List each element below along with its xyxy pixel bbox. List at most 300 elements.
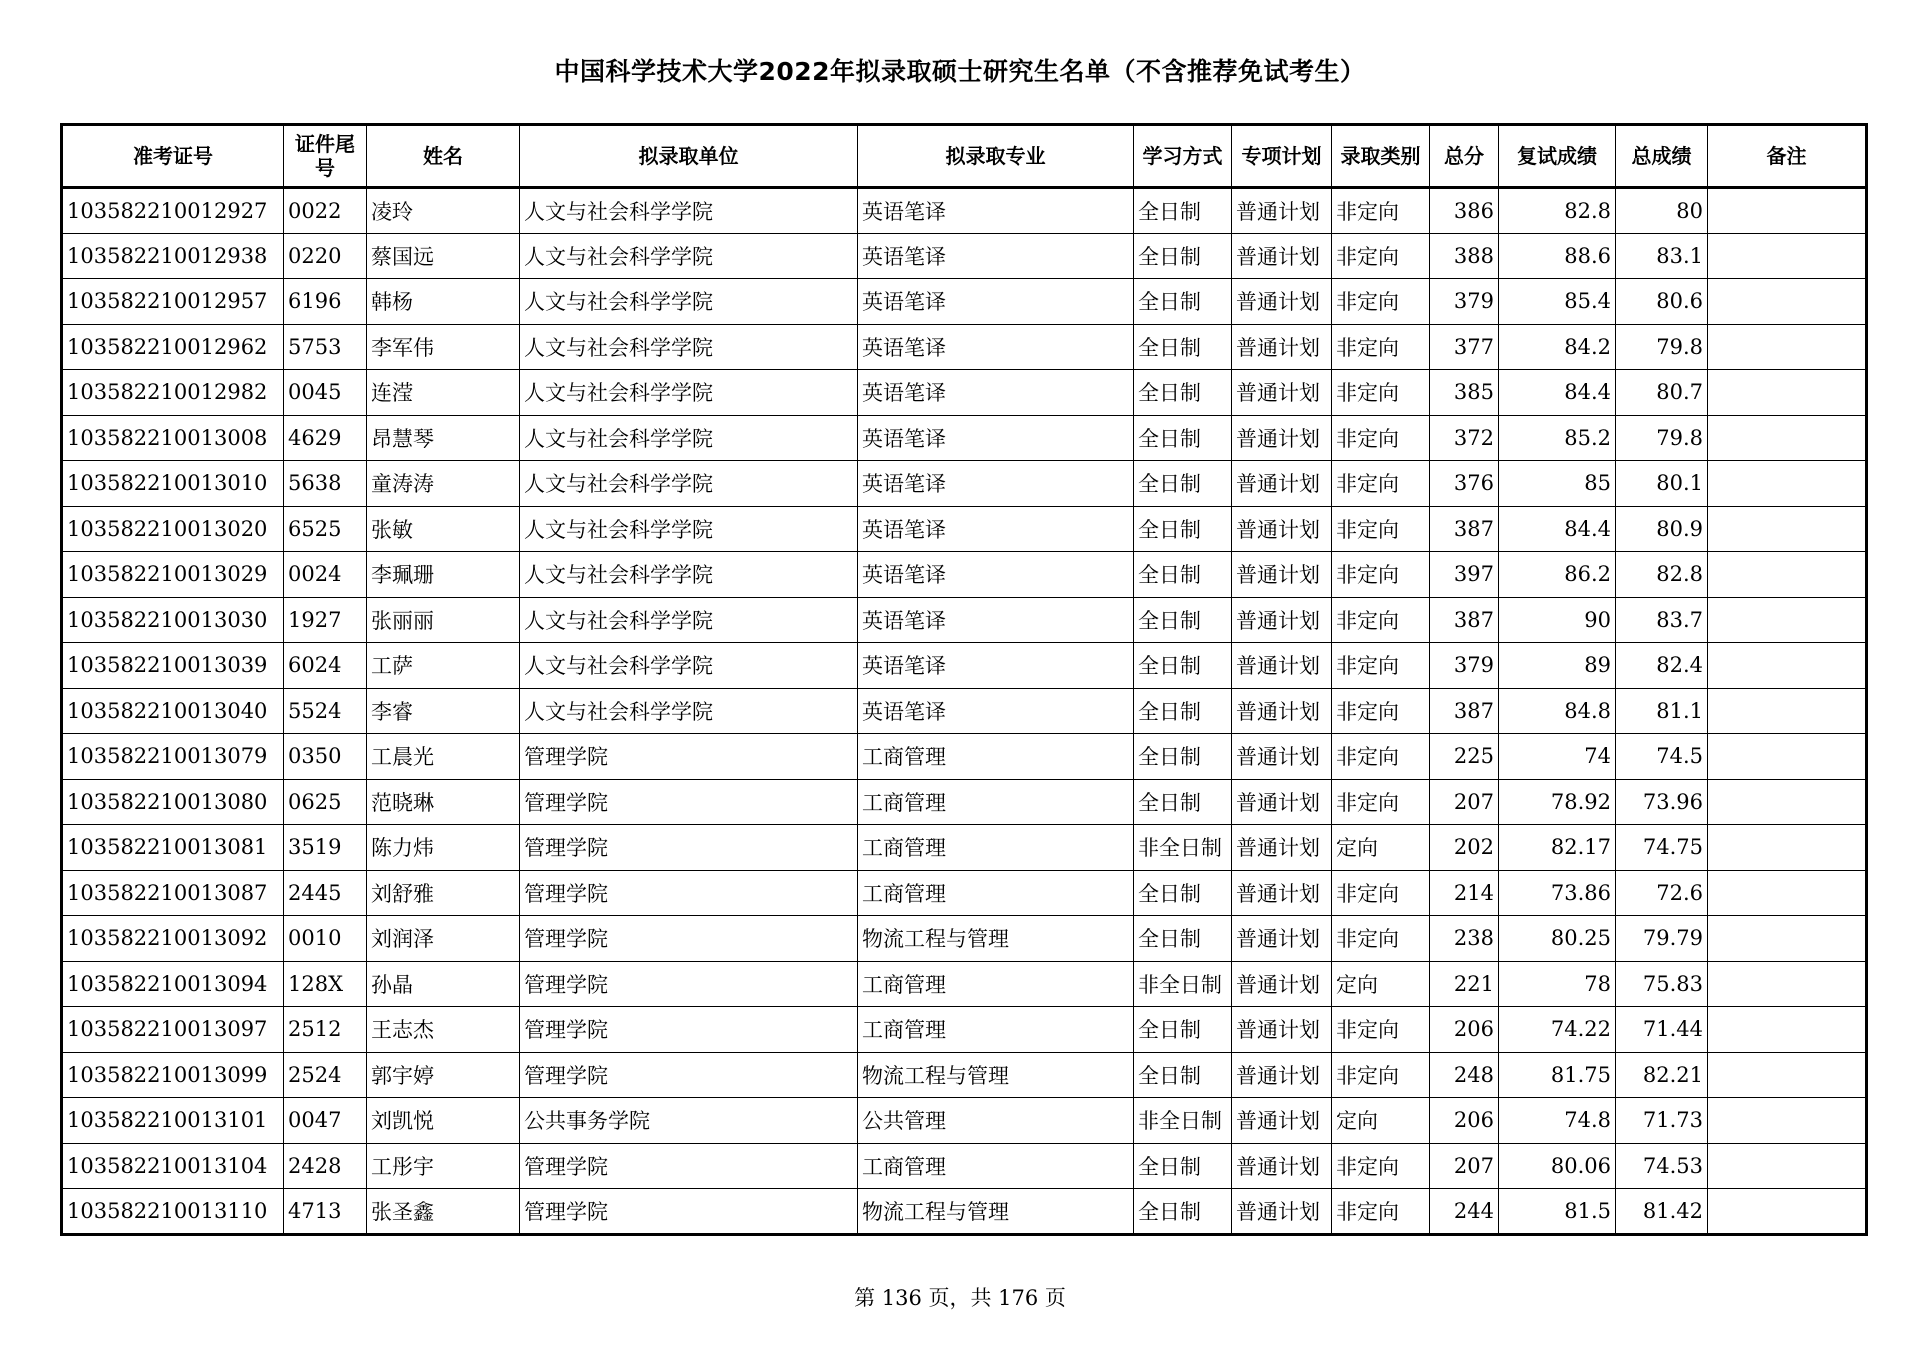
remarks-cell bbox=[1708, 1007, 1867, 1053]
unit-cell: 管理学院 bbox=[520, 916, 858, 962]
admission-type-cell: 非定向 bbox=[1332, 1052, 1430, 1098]
remarks-cell bbox=[1708, 1098, 1867, 1144]
unit-cell: 公共事务学院 bbox=[520, 1098, 858, 1144]
retest-score-cell: 88.6 bbox=[1499, 233, 1616, 279]
admission-type-cell: 非定向 bbox=[1332, 1189, 1430, 1235]
id-suffix-cell: 2445 bbox=[284, 870, 367, 916]
id-suffix-cell: 0010 bbox=[284, 916, 367, 962]
admission-type-cell: 非定向 bbox=[1332, 415, 1430, 461]
admission-type-cell: 非定向 bbox=[1332, 1007, 1430, 1053]
exam-id-cell: 103582210012962 bbox=[62, 324, 284, 370]
name-cell: 李珮珊 bbox=[367, 552, 520, 598]
final-score-cell: 80 bbox=[1616, 188, 1708, 234]
special-plan-cell: 普通计划 bbox=[1232, 552, 1332, 598]
table-row bbox=[62, 1189, 1867, 1235]
special-plan-cell: 普通计划 bbox=[1232, 324, 1332, 370]
final-score-cell: 75.83 bbox=[1616, 961, 1708, 1007]
exam-id-cell: 103582210013039 bbox=[62, 643, 284, 689]
admission-type-cell: 非定向 bbox=[1332, 643, 1430, 689]
admission-table bbox=[60, 123, 1868, 1236]
final-score-cell: 82.21 bbox=[1616, 1052, 1708, 1098]
major-cell: 英语笔译 bbox=[858, 370, 1134, 416]
retest-score-cell: 85.4 bbox=[1499, 279, 1616, 325]
remarks-cell bbox=[1708, 597, 1867, 643]
unit-cell: 管理学院 bbox=[520, 1143, 858, 1189]
id-suffix-cell: 2512 bbox=[284, 1007, 367, 1053]
remarks-cell bbox=[1708, 961, 1867, 1007]
total-score-cell: 387 bbox=[1430, 506, 1499, 552]
name-cell: 蔡国远 bbox=[367, 233, 520, 279]
header-exam-id: 准考证号 bbox=[62, 125, 284, 188]
remarks-cell bbox=[1708, 370, 1867, 416]
id-suffix-cell: 6024 bbox=[284, 643, 367, 689]
total-score-cell: 248 bbox=[1430, 1052, 1499, 1098]
page-footer: 第 136 页，共 176 页 bbox=[854, 1286, 1066, 1310]
study-mode-cell: 全日制 bbox=[1134, 916, 1232, 962]
remarks-cell bbox=[1708, 233, 1867, 279]
special-plan-cell: 普通计划 bbox=[1232, 916, 1332, 962]
id-suffix-cell: 6196 bbox=[284, 279, 367, 325]
table-row bbox=[62, 279, 1867, 325]
name-cell: 刘舒雅 bbox=[367, 870, 520, 916]
total-score-cell: 377 bbox=[1430, 324, 1499, 370]
id-suffix-cell: 0024 bbox=[284, 552, 367, 598]
major-cell: 物流工程与管理 bbox=[858, 1052, 1134, 1098]
study-mode-cell: 全日制 bbox=[1134, 597, 1232, 643]
final-score-cell: 83.7 bbox=[1616, 597, 1708, 643]
id-suffix-cell: 2428 bbox=[284, 1143, 367, 1189]
final-score-cell: 83.1 bbox=[1616, 233, 1708, 279]
major-cell: 工商管理 bbox=[858, 1143, 1134, 1189]
id-suffix-cell: 6525 bbox=[284, 506, 367, 552]
admission-type-cell: 非定向 bbox=[1332, 1143, 1430, 1189]
id-suffix-cell: 5524 bbox=[284, 688, 367, 734]
study-mode-cell: 全日制 bbox=[1134, 870, 1232, 916]
id-suffix-cell: 2524 bbox=[284, 1052, 367, 1098]
final-score-cell: 74.5 bbox=[1616, 734, 1708, 780]
unit-cell: 管理学院 bbox=[520, 1007, 858, 1053]
major-cell: 物流工程与管理 bbox=[858, 1189, 1134, 1235]
exam-id-cell: 103582210013092 bbox=[62, 916, 284, 962]
remarks-cell bbox=[1708, 688, 1867, 734]
exam-id-cell: 103582210012957 bbox=[62, 279, 284, 325]
admission-type-cell: 定向 bbox=[1332, 825, 1430, 871]
table-row bbox=[62, 370, 1867, 416]
unit-cell: 管理学院 bbox=[520, 1189, 858, 1235]
study-mode-cell: 全日制 bbox=[1134, 1052, 1232, 1098]
final-score-cell: 81.1 bbox=[1616, 688, 1708, 734]
special-plan-cell: 普通计划 bbox=[1232, 233, 1332, 279]
retest-score-cell: 84.2 bbox=[1499, 324, 1616, 370]
table-row bbox=[62, 188, 1867, 234]
header-remarks: 备注 bbox=[1708, 125, 1867, 188]
remarks-cell bbox=[1708, 415, 1867, 461]
unit-cell: 人文与社会科学学院 bbox=[520, 279, 858, 325]
unit-cell: 人文与社会科学学院 bbox=[520, 461, 858, 507]
total-score-cell: 221 bbox=[1430, 961, 1499, 1007]
final-score-cell: 80.6 bbox=[1616, 279, 1708, 325]
table-row bbox=[62, 688, 1867, 734]
table-row bbox=[62, 1052, 1867, 1098]
table-row bbox=[62, 461, 1867, 507]
total-score-cell: 206 bbox=[1430, 1098, 1499, 1144]
major-cell: 工商管理 bbox=[858, 734, 1134, 780]
total-score-cell: 202 bbox=[1430, 825, 1499, 871]
name-cell: 凌玲 bbox=[367, 188, 520, 234]
retest-score-cell: 81.5 bbox=[1499, 1189, 1616, 1235]
total-score-cell: 207 bbox=[1430, 1143, 1499, 1189]
major-cell: 英语笔译 bbox=[858, 597, 1134, 643]
retest-score-cell: 85.2 bbox=[1499, 415, 1616, 461]
remarks-cell bbox=[1708, 1143, 1867, 1189]
remarks-cell bbox=[1708, 825, 1867, 871]
study-mode-cell: 全日制 bbox=[1134, 1143, 1232, 1189]
final-score-cell: 74.53 bbox=[1616, 1143, 1708, 1189]
admission-type-cell: 非定向 bbox=[1332, 324, 1430, 370]
exam-id-cell: 103582210013081 bbox=[62, 825, 284, 871]
final-score-cell: 79.79 bbox=[1616, 916, 1708, 962]
remarks-cell bbox=[1708, 643, 1867, 689]
special-plan-cell: 普通计划 bbox=[1232, 506, 1332, 552]
header-admission-type: 录取类别 bbox=[1332, 125, 1430, 188]
table-row bbox=[62, 1007, 1867, 1053]
major-cell: 物流工程与管理 bbox=[858, 916, 1134, 962]
exam-id-cell: 103582210013030 bbox=[62, 597, 284, 643]
major-cell: 公共管理 bbox=[858, 1098, 1134, 1144]
study-mode-cell: 全日制 bbox=[1134, 506, 1232, 552]
major-cell: 英语笔译 bbox=[858, 552, 1134, 598]
major-cell: 英语笔译 bbox=[858, 461, 1134, 507]
retest-score-cell: 86.2 bbox=[1499, 552, 1616, 598]
exam-id-cell: 103582210013104 bbox=[62, 1143, 284, 1189]
study-mode-cell: 全日制 bbox=[1134, 324, 1232, 370]
id-suffix-cell: 4629 bbox=[284, 415, 367, 461]
total-score-cell: 372 bbox=[1430, 415, 1499, 461]
exam-id-cell: 103582210013080 bbox=[62, 779, 284, 825]
total-score-cell: 388 bbox=[1430, 233, 1499, 279]
unit-cell: 人文与社会科学学院 bbox=[520, 188, 858, 234]
special-plan-cell: 普通计划 bbox=[1232, 961, 1332, 1007]
admission-type-cell: 非定向 bbox=[1332, 779, 1430, 825]
unit-cell: 人文与社会科学学院 bbox=[520, 370, 858, 416]
table-row bbox=[62, 734, 1867, 780]
special-plan-cell: 普通计划 bbox=[1232, 415, 1332, 461]
header-special-plan: 专项计划 bbox=[1232, 125, 1332, 188]
retest-score-cell: 89 bbox=[1499, 643, 1616, 689]
unit-cell: 人文与社会科学学院 bbox=[520, 643, 858, 689]
special-plan-cell: 普通计划 bbox=[1232, 370, 1332, 416]
retest-score-cell: 90 bbox=[1499, 597, 1616, 643]
unit-cell: 管理学院 bbox=[520, 961, 858, 1007]
major-cell: 工商管理 bbox=[858, 961, 1134, 1007]
admission-type-cell: 非定向 bbox=[1332, 870, 1430, 916]
retest-score-cell: 82.8 bbox=[1499, 188, 1616, 234]
header-major: 拟录取专业 bbox=[858, 125, 1134, 188]
name-cell: 工彤宇 bbox=[367, 1143, 520, 1189]
total-score-cell: 376 bbox=[1430, 461, 1499, 507]
special-plan-cell: 普通计划 bbox=[1232, 461, 1332, 507]
major-cell: 英语笔译 bbox=[858, 233, 1134, 279]
id-suffix-cell: 0045 bbox=[284, 370, 367, 416]
exam-id-cell: 103582210013020 bbox=[62, 506, 284, 552]
name-cell: 刘润泽 bbox=[367, 916, 520, 962]
unit-cell: 管理学院 bbox=[520, 825, 858, 871]
table-row bbox=[62, 324, 1867, 370]
unit-cell: 人文与社会科学学院 bbox=[520, 324, 858, 370]
table-header bbox=[62, 125, 1867, 188]
id-suffix-cell: 5638 bbox=[284, 461, 367, 507]
exam-id-cell: 103582210013040 bbox=[62, 688, 284, 734]
exam-id-cell: 103582210013097 bbox=[62, 1007, 284, 1053]
unit-cell: 人文与社会科学学院 bbox=[520, 415, 858, 461]
final-score-cell: 72.6 bbox=[1616, 870, 1708, 916]
total-score-cell: 379 bbox=[1430, 643, 1499, 689]
exam-id-cell: 103582210013079 bbox=[62, 734, 284, 780]
admission-type-cell: 非定向 bbox=[1332, 916, 1430, 962]
major-cell: 英语笔译 bbox=[858, 506, 1134, 552]
unit-cell: 管理学院 bbox=[520, 1052, 858, 1098]
exam-id-cell: 103582210013094 bbox=[62, 961, 284, 1007]
final-score-cell: 71.73 bbox=[1616, 1098, 1708, 1144]
exam-id-cell: 103582210013099 bbox=[62, 1052, 284, 1098]
name-cell: 韩杨 bbox=[367, 279, 520, 325]
retest-score-cell: 73.86 bbox=[1499, 870, 1616, 916]
name-cell: 李睿 bbox=[367, 688, 520, 734]
major-cell: 英语笔译 bbox=[858, 324, 1134, 370]
study-mode-cell: 全日制 bbox=[1134, 1189, 1232, 1235]
admission-type-cell: 非定向 bbox=[1332, 688, 1430, 734]
name-cell: 范晓琳 bbox=[367, 779, 520, 825]
special-plan-cell: 普通计划 bbox=[1232, 734, 1332, 780]
table-row bbox=[62, 1098, 1867, 1144]
name-cell: 王志杰 bbox=[367, 1007, 520, 1053]
study-mode-cell: 非全日制 bbox=[1134, 825, 1232, 871]
total-score-cell: 214 bbox=[1430, 870, 1499, 916]
study-mode-cell: 全日制 bbox=[1134, 461, 1232, 507]
table-row bbox=[62, 597, 1867, 643]
final-score-cell: 73.96 bbox=[1616, 779, 1708, 825]
major-cell: 英语笔译 bbox=[858, 279, 1134, 325]
remarks-cell bbox=[1708, 779, 1867, 825]
name-cell: 张丽丽 bbox=[367, 597, 520, 643]
admission-type-cell: 非定向 bbox=[1332, 233, 1430, 279]
id-suffix-cell: 4713 bbox=[284, 1189, 367, 1235]
admission-type-cell: 非定向 bbox=[1332, 279, 1430, 325]
total-score-cell: 206 bbox=[1430, 1007, 1499, 1053]
exam-id-cell: 103582210013010 bbox=[62, 461, 284, 507]
total-score-cell: 385 bbox=[1430, 370, 1499, 416]
id-suffix-cell: 0625 bbox=[284, 779, 367, 825]
name-cell: 连滢 bbox=[367, 370, 520, 416]
header-name: 姓名 bbox=[367, 125, 520, 188]
final-score-cell: 79.8 bbox=[1616, 415, 1708, 461]
name-cell: 工晨光 bbox=[367, 734, 520, 780]
admission-type-cell: 定向 bbox=[1332, 961, 1430, 1007]
unit-cell: 管理学院 bbox=[520, 734, 858, 780]
retest-score-cell: 85 bbox=[1499, 461, 1616, 507]
study-mode-cell: 全日制 bbox=[1134, 1007, 1232, 1053]
retest-score-cell: 78.92 bbox=[1499, 779, 1616, 825]
major-cell: 工商管理 bbox=[858, 825, 1134, 871]
name-cell: 孙晶 bbox=[367, 961, 520, 1007]
table-row bbox=[62, 916, 1867, 962]
study-mode-cell: 全日制 bbox=[1134, 415, 1232, 461]
study-mode-cell: 全日制 bbox=[1134, 779, 1232, 825]
admission-type-cell: 非定向 bbox=[1332, 597, 1430, 643]
remarks-cell bbox=[1708, 461, 1867, 507]
special-plan-cell: 普通计划 bbox=[1232, 188, 1332, 234]
remarks-cell bbox=[1708, 1189, 1867, 1235]
study-mode-cell: 全日制 bbox=[1134, 233, 1232, 279]
exam-id-cell: 103582210013008 bbox=[62, 415, 284, 461]
total-score-cell: 238 bbox=[1430, 916, 1499, 962]
id-suffix-cell: 1927 bbox=[284, 597, 367, 643]
remarks-cell bbox=[1708, 916, 1867, 962]
study-mode-cell: 全日制 bbox=[1134, 688, 1232, 734]
table-row bbox=[62, 506, 1867, 552]
admission-type-cell: 非定向 bbox=[1332, 734, 1430, 780]
remarks-cell bbox=[1708, 870, 1867, 916]
exam-id-cell: 103582210012927 bbox=[62, 188, 284, 234]
study-mode-cell: 非全日制 bbox=[1134, 1098, 1232, 1144]
header-total-score: 总分 bbox=[1430, 125, 1499, 188]
table-row bbox=[62, 779, 1867, 825]
id-suffix-cell: 5753 bbox=[284, 324, 367, 370]
total-score-cell: 387 bbox=[1430, 597, 1499, 643]
table-row bbox=[62, 643, 1867, 689]
final-score-cell: 80.9 bbox=[1616, 506, 1708, 552]
admission-type-cell: 非定向 bbox=[1332, 506, 1430, 552]
retest-score-cell: 74 bbox=[1499, 734, 1616, 780]
name-cell: 张敏 bbox=[367, 506, 520, 552]
header-row bbox=[62, 125, 1867, 188]
special-plan-cell: 普通计划 bbox=[1232, 597, 1332, 643]
final-score-cell: 71.44 bbox=[1616, 1007, 1708, 1053]
exam-id-cell: 103582210012982 bbox=[62, 370, 284, 416]
header-retest-score: 复试成绩 bbox=[1499, 125, 1616, 188]
special-plan-cell: 普通计划 bbox=[1232, 643, 1332, 689]
name-cell: 工萨 bbox=[367, 643, 520, 689]
special-plan-cell: 普通计划 bbox=[1232, 1098, 1332, 1144]
total-score-cell: 379 bbox=[1430, 279, 1499, 325]
id-suffix-cell: 128X bbox=[284, 961, 367, 1007]
special-plan-cell: 普通计划 bbox=[1232, 279, 1332, 325]
final-score-cell: 74.75 bbox=[1616, 825, 1708, 871]
name-cell: 童涛涛 bbox=[367, 461, 520, 507]
table-row bbox=[62, 415, 1867, 461]
exam-id-cell: 103582210013110 bbox=[62, 1189, 284, 1235]
major-cell: 英语笔译 bbox=[858, 415, 1134, 461]
table-row bbox=[62, 1143, 1867, 1189]
unit-cell: 人文与社会科学学院 bbox=[520, 233, 858, 279]
retest-score-cell: 74.22 bbox=[1499, 1007, 1616, 1053]
header-final-score: 总成绩 bbox=[1616, 125, 1708, 188]
name-cell: 张圣鑫 bbox=[367, 1189, 520, 1235]
special-plan-cell: 普通计划 bbox=[1232, 825, 1332, 871]
total-score-cell: 386 bbox=[1430, 188, 1499, 234]
admission-type-cell: 非定向 bbox=[1332, 552, 1430, 598]
total-score-cell: 207 bbox=[1430, 779, 1499, 825]
retest-score-cell: 82.17 bbox=[1499, 825, 1616, 871]
name-cell: 昂慧琴 bbox=[367, 415, 520, 461]
study-mode-cell: 全日制 bbox=[1134, 552, 1232, 598]
major-cell: 工商管理 bbox=[858, 1007, 1134, 1053]
unit-cell: 人文与社会科学学院 bbox=[520, 688, 858, 734]
table-row bbox=[62, 825, 1867, 871]
admission-type-cell: 定向 bbox=[1332, 1098, 1430, 1144]
special-plan-cell: 普通计划 bbox=[1232, 688, 1332, 734]
retest-score-cell: 84.8 bbox=[1499, 688, 1616, 734]
admission-type-cell: 非定向 bbox=[1332, 370, 1430, 416]
exam-id-cell: 103582210012938 bbox=[62, 233, 284, 279]
table-row bbox=[62, 552, 1867, 598]
id-suffix-cell: 0022 bbox=[284, 188, 367, 234]
header-id-suffix: 证件尾号 bbox=[284, 125, 367, 188]
remarks-cell bbox=[1708, 552, 1867, 598]
unit-cell: 人文与社会科学学院 bbox=[520, 597, 858, 643]
remarks-cell bbox=[1708, 188, 1867, 234]
study-mode-cell: 全日制 bbox=[1134, 643, 1232, 689]
special-plan-cell: 普通计划 bbox=[1232, 870, 1332, 916]
table-body bbox=[62, 188, 1867, 1235]
total-score-cell: 225 bbox=[1430, 734, 1499, 780]
retest-score-cell: 84.4 bbox=[1499, 370, 1616, 416]
special-plan-cell: 普通计划 bbox=[1232, 1189, 1332, 1235]
total-score-cell: 387 bbox=[1430, 688, 1499, 734]
retest-score-cell: 74.8 bbox=[1499, 1098, 1616, 1144]
table-row bbox=[62, 961, 1867, 1007]
id-suffix-cell: 0220 bbox=[284, 233, 367, 279]
remarks-cell bbox=[1708, 279, 1867, 325]
header-unit: 拟录取单位 bbox=[520, 125, 858, 188]
remarks-cell bbox=[1708, 1052, 1867, 1098]
remarks-cell bbox=[1708, 734, 1867, 780]
name-cell: 郭宇婷 bbox=[367, 1052, 520, 1098]
exam-id-cell: 103582210013029 bbox=[62, 552, 284, 598]
name-cell: 陈力炜 bbox=[367, 825, 520, 871]
remarks-cell bbox=[1708, 506, 1867, 552]
retest-score-cell: 84.4 bbox=[1499, 506, 1616, 552]
final-score-cell: 81.42 bbox=[1616, 1189, 1708, 1235]
study-mode-cell: 全日制 bbox=[1134, 279, 1232, 325]
special-plan-cell: 普通计划 bbox=[1232, 1007, 1332, 1053]
id-suffix-cell: 0047 bbox=[284, 1098, 367, 1144]
total-score-cell: 397 bbox=[1430, 552, 1499, 598]
final-score-cell: 80.7 bbox=[1616, 370, 1708, 416]
major-cell: 工商管理 bbox=[858, 870, 1134, 916]
exam-id-cell: 103582210013101 bbox=[62, 1098, 284, 1144]
admission-type-cell: 非定向 bbox=[1332, 461, 1430, 507]
final-score-cell: 82.8 bbox=[1616, 552, 1708, 598]
final-score-cell: 79.8 bbox=[1616, 324, 1708, 370]
unit-cell: 人文与社会科学学院 bbox=[520, 506, 858, 552]
final-score-cell: 82.4 bbox=[1616, 643, 1708, 689]
name-cell: 李军伟 bbox=[367, 324, 520, 370]
table-row bbox=[62, 870, 1867, 916]
unit-cell: 管理学院 bbox=[520, 779, 858, 825]
major-cell: 英语笔译 bbox=[858, 643, 1134, 689]
page-title: 中国科学技术大学2022年拟录取硕士研究生名单（不含推荐免试考生） bbox=[554, 57, 1366, 86]
major-cell: 英语笔译 bbox=[858, 188, 1134, 234]
major-cell: 英语笔译 bbox=[858, 688, 1134, 734]
study-mode-cell: 全日制 bbox=[1134, 370, 1232, 416]
major-cell: 工商管理 bbox=[858, 779, 1134, 825]
exam-id-cell: 103582210013087 bbox=[62, 870, 284, 916]
retest-score-cell: 78 bbox=[1499, 961, 1616, 1007]
remarks-cell bbox=[1708, 324, 1867, 370]
admission-type-cell: 非定向 bbox=[1332, 188, 1430, 234]
retest-score-cell: 81.75 bbox=[1499, 1052, 1616, 1098]
